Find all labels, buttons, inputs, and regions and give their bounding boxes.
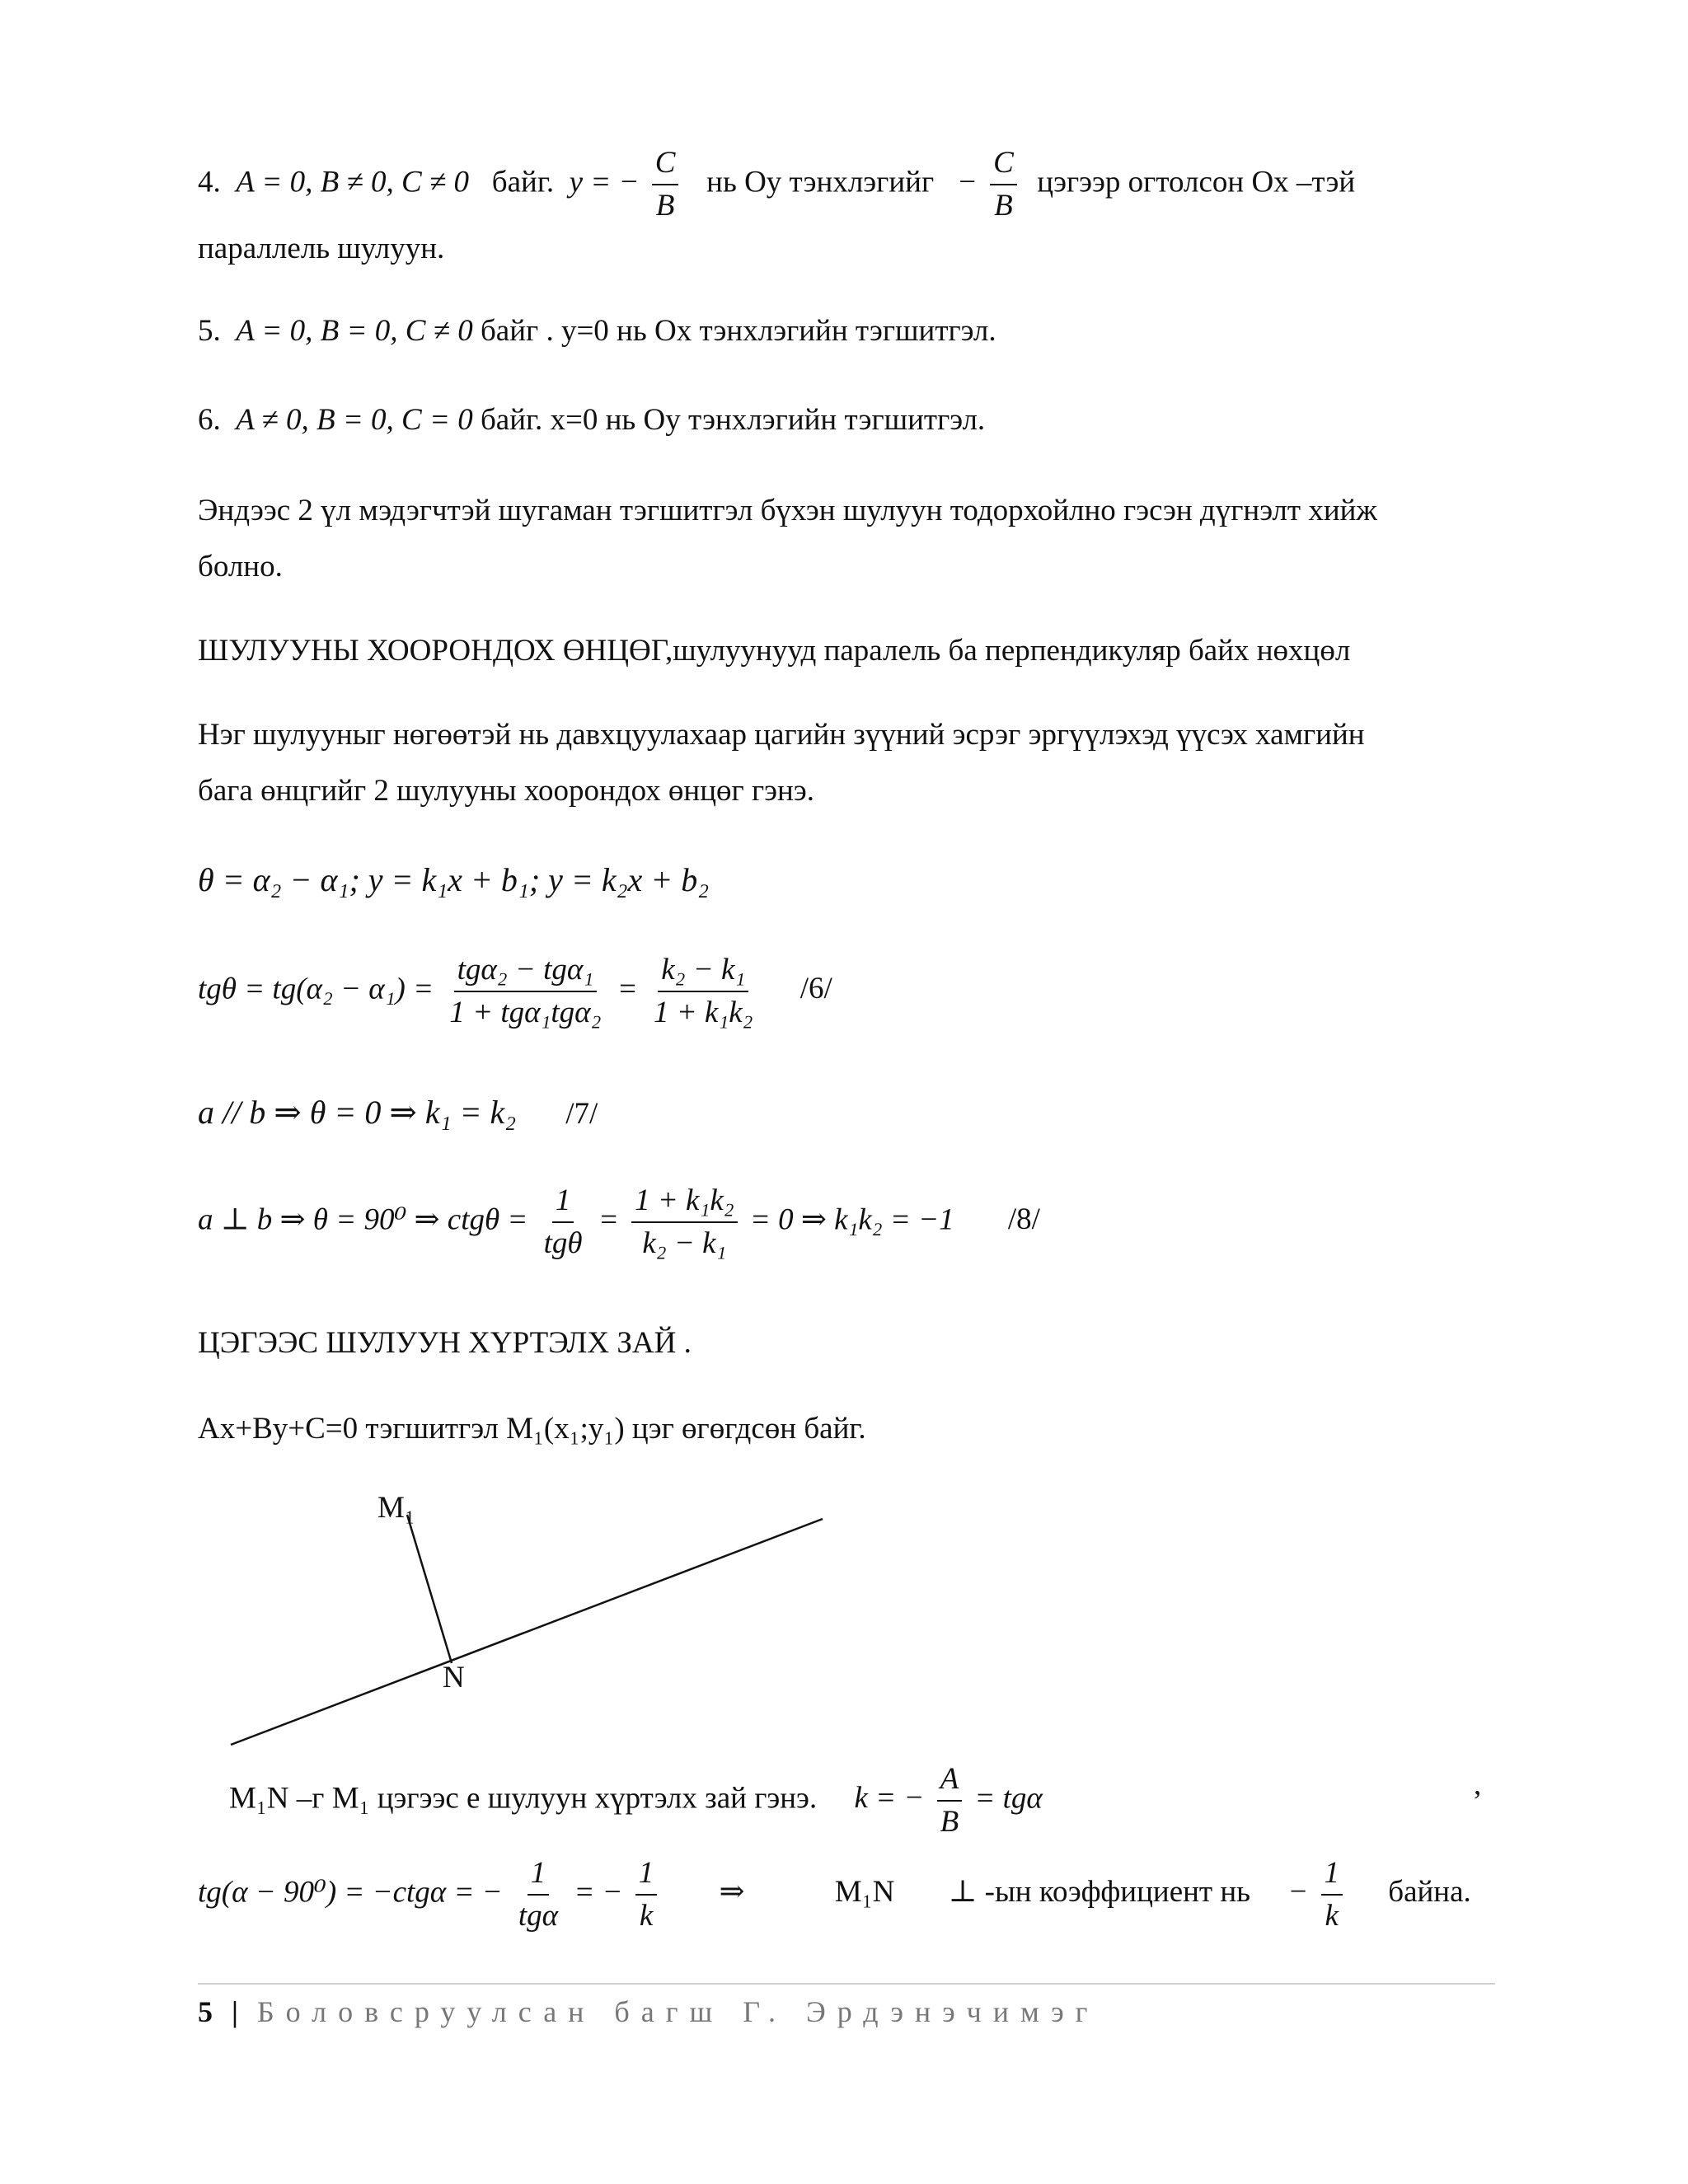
conclusion-line-1: Эндээс 2 үл мэдэгчтэй шугаман тэгшитгэл бүхэн шулуун тодорхойлно гэсэн дүгнэлт хийж xyxy=(198,494,1377,527)
fraction-one-over-tg: $\frac{1}{\text{tgθ}}$ xyxy=(541,1180,586,1264)
footer-author: Боловсруулсан багш Г. Эрдэнэчимэг xyxy=(256,1995,1100,2028)
fraction-one-over-k-2: $\frac{1}{k}$ xyxy=(1321,1853,1343,1937)
item-5-text: байг . y=0 нь Ох тэнхлэгийн тэгшитгэл. xyxy=(472,314,996,348)
definition-line-1: Нэг шулууныг нөгөөтэй нь давхцуулахаар цагийн зүүний эсрэг эргүүлэхэд үүсэх хамгийн xyxy=(198,718,1365,752)
item-4-eq-lhs: y = − xyxy=(569,165,640,199)
footer-divider xyxy=(198,1983,1495,1985)
distance-comma: , xyxy=(1474,1768,1482,1802)
equation-6: tgθ = tg(α₂ − α₁) = $\frac{\text{tgα₂ − tgα₁}}{\text{1 + tgα₁tgα₂}}$ = $\frac{\text{k₂ − k₁}}{\text{1 + k₁k₂}}$ /6/ xyxy=(198,949,832,1033)
definition-line-2: бага өнцгийг 2 шулууны хоорондох өнцөг гэнэ. xyxy=(198,774,814,808)
fraction-tg-difference: $\frac{\text{tgα₂ − tgα₁}}{\text{1 + tgα₁tgα₂}}$ xyxy=(446,949,604,1033)
item-4-given: байг. xyxy=(491,165,555,199)
item-4-condition: A = 0, B ≠ 0, C ≠ 0 xyxy=(236,165,470,199)
equation-6-tag: /6/ xyxy=(799,972,832,1006)
fraction-one-over-tg-alpha: $\frac{1}{\text{tgα}}$ xyxy=(515,1853,561,1937)
item-4-tail: цэгээр огтолсон Ох –тэй xyxy=(1037,165,1356,199)
equation-8-tag: /8/ xyxy=(1007,1202,1040,1237)
item-4: 4. A = 0, B ≠ 0, C ≠ 0 байг. y = − $\frac{C}{B}$ нь Оу тэнхлэгийг − $\frac{C}{B}$ цэгээр огтолсон Ох –тэй xyxy=(198,143,1355,227)
item-4-line2: параллель шулуун. xyxy=(198,232,445,265)
implies-arrow: ⇒ xyxy=(719,1875,745,1910)
equation-theta: θ = α₂ − α₁; y = k₁x + b₁; y = k₂x + b₂ xyxy=(198,861,710,898)
item-5: 5. A = 0, B = 0, C ≠ 0 байг . y=0 нь Ох тэнхлэгийн тэгшитгэл. xyxy=(198,314,996,348)
fraction-c-over-b: $\frac{C}{B}$ xyxy=(652,143,679,227)
line-e xyxy=(231,1519,823,1745)
item-4-mid: нь Оу тэнхлэгийг xyxy=(706,165,935,199)
final-equation: tg(α − 90⁰) = −ctgα = − $\frac{1}{\text{tgα}}$ = − $\frac{1}{k}$ ⇒ M₁N ⊥ -ын коэффициент нь − $\frac{1}{k}$ байна. xyxy=(198,1853,1471,1937)
item-5-condition: A = 0, B = 0, C ≠ 0 xyxy=(236,314,473,348)
label-n: N xyxy=(443,1661,465,1694)
segment-m1-n xyxy=(407,1515,452,1663)
distance-definition-text: M₁N –г M₁ цэгээс е шулуун хүртэлх зай гэнэ. xyxy=(229,1781,818,1816)
fraction-one-over-k: $\frac{1}{k}$ xyxy=(635,1853,658,1937)
fraction-k-difference: $\frac{\text{k₂ − k₁}}{\text{1 + k₁k₂}}$ xyxy=(650,949,757,1033)
equation-8: a ⊥ b ⇒ θ = 90⁰ ⇒ ctgθ = $\frac{1}{\text{tgθ}}$ = $\frac{\text{1 + k₁k₂}}{\text{k₂ − k₁}}$ = 0 ⇒ k₁k₂ = −1 /8/ xyxy=(198,1180,1040,1264)
heading-distance-point-to-line: ЦЭГЭЭС ШУЛУУН ХҮРТЭЛХ ЗАЙ . xyxy=(198,1326,692,1360)
given-line-and-point: Ax+By+C=0 тэгшитгэл M₁(x₁;y₁) цэг өгөгдсөн байг. xyxy=(198,1412,866,1446)
page-footer xyxy=(198,1994,1099,2029)
equation-7: a // b ⇒ θ = 0 ⇒ k₁ = k₂ /7/ xyxy=(198,1094,598,1131)
fraction-a-over-b: $\frac{A}{B}$ xyxy=(937,1759,963,1843)
item-6: 6. A ≠ 0, B = 0, C = 0 байг. x=0 нь Оу тэнхлэгийн тэгшитгэл. xyxy=(198,403,986,437)
label-m1: M₁ xyxy=(377,1491,415,1525)
item-6-condition: A ≠ 0, B = 0, C = 0 xyxy=(236,403,473,437)
distance-definition: M₁N –г M₁ цэгээс е шулуун хүртэлх зай гэнэ. k = − $\frac{A}{B}$ = tgα xyxy=(229,1759,1043,1843)
footer-separator: | xyxy=(232,1995,238,2028)
fraction-c-over-b-2: $\frac{C}{B}$ xyxy=(990,143,1017,227)
heading-angle-between-lines: ШУЛУУНЫ ХООРОНДОХ ӨНЦӨГ,шулуунууд паралель ба перпендикуляр байх нөхцөл xyxy=(198,634,1351,668)
item-4-number: 4. xyxy=(198,165,221,199)
page-number: 5 xyxy=(198,1995,213,2028)
item-6-text: байг. x=0 нь Оу тэнхлэгийн тэгшитгэл. xyxy=(472,403,986,437)
equation-7-tag: /7/ xyxy=(565,1097,598,1131)
fraction-k-ratio: $\frac{\text{1 + k₁k₂}}{\text{k₂ − k₁}}$ xyxy=(631,1180,738,1264)
conclusion-line-2: болно. xyxy=(198,550,283,583)
